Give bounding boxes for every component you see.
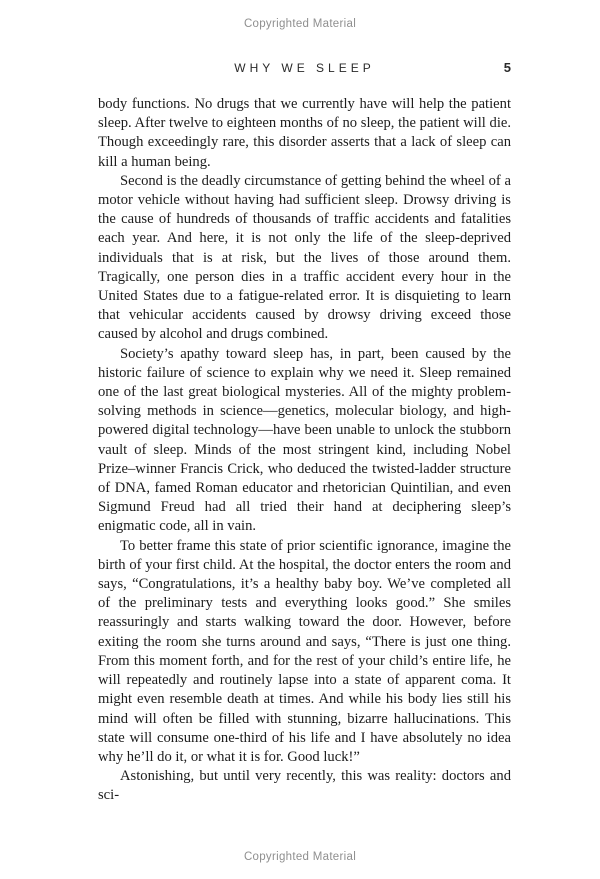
paragraph: Society’s apathy toward sleep has, in part, been caused by the historic failure of science to explain why we need it. Sleep remained one of the last great biological mysteries. All of the mighty problem-solving methods in science—genetics, molecular biology, and high-powered digital technology—have been unable to unlock the stubborn vault of sleep. Minds of the most stringent kind, including Nobel Prize–winner Francis Crick, who deduced the twisted-ladder structure of DNA, famed Roman educator and rhetorician Quintilian, and even Sigmund Freud had all tried their hand at deciphering sleep’s enigmatic code, all in vain.	[98, 345, 511, 535]
page-number: 5	[503, 60, 511, 75]
running-header	[98, 61, 511, 79]
text-block	[98, 61, 511, 806]
copyright-notice-bottom: Copyrighted Material	[243, 851, 357, 863]
book-title: WHY WE SLEEP	[234, 61, 375, 75]
body-text	[98, 95, 511, 806]
copyright-notice-top: Copyrighted Material	[243, 18, 357, 30]
paragraph: Second is the deadly circumstance of getting behind the wheel of a motor vehicle without having had sufficient sleep. Drowsy driving is the cause of hundreds of thousands of traffic accidents and fatalities each year. And here, it is not only the life of the sleep-deprived individuals that is at risk, but the lives of those around them. Tragically, one person dies in a traffic accident every hour in the United States due to a fatigue-related error. It is disquieting to learn that vehicular accidents caused by drowsy driving exceed those caused by alcohol and drugs combined.	[98, 172, 511, 343]
paragraph: To better frame this state of prior scientific ignorance, imagine the birth of your first child. At the hospital, the doctor enters the room and says, “Congratulations, it’s a healthy baby boy. We’ve completed all of the preliminary tests and everything looks good.” She smiles reassuringly and starts walking toward the door. However, before exiting the room she turns around and says, “There is just one thing. From this moment forth, and for the rest of your child’s entire life, he will repeatedly and routinely lapse into a state of apparent coma. It might even resemble death at times. And while his body lies still his mind will often be filled with stunning, bizarre hallucinations. This state will consume one-third of his life and I have absolutely no idea why he’ll do it, or what it is for. Good luck!”	[98, 537, 511, 765]
paragraph: body functions. No drugs that we currently have will help the patient sleep. After twelve to eighteen months of no sleep, the patient will die. Though exceedingly rare, this disorder asserts that a lack of sleep can kill a human being.	[98, 96, 511, 170]
paragraph: Astonishing, but until very recently, this was reality: doctors and sci-	[98, 768, 511, 804]
